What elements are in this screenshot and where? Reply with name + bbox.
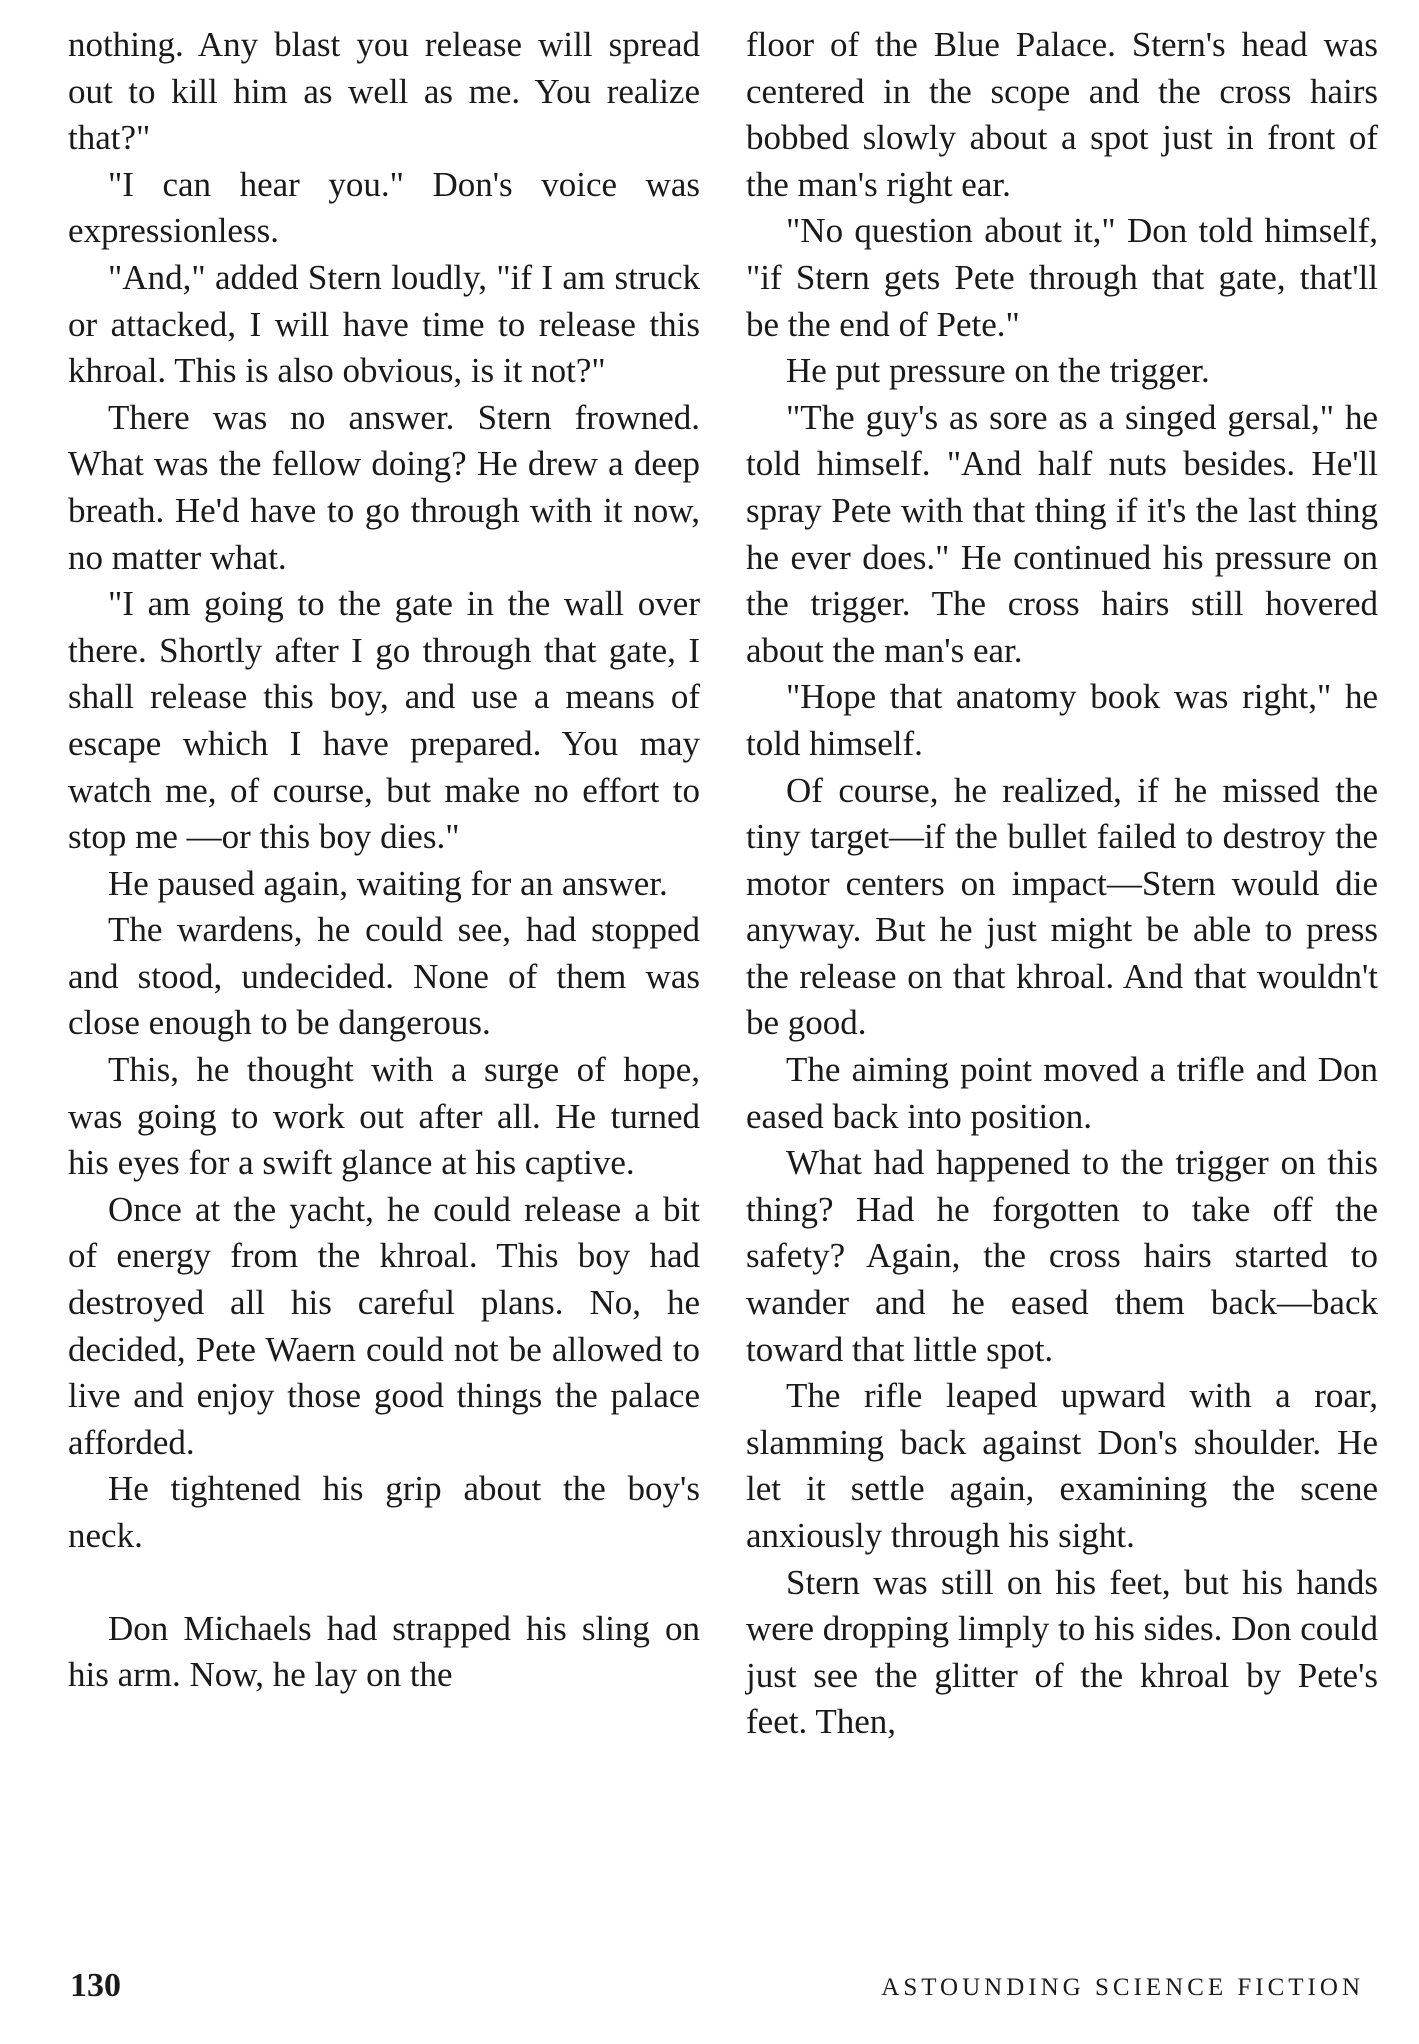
paragraph: He put pressure on the trigger. [786, 351, 1210, 391]
paragraph: Of course, he realized, if he missed the tiny target—if the bullet failed to destroy the motor centers on impact—Stern would die anyway. But he just might be able to press the release on that khroal. And that wouldn't be good. [746, 770, 1378, 1043]
running-title: ASTOUNDING SCIENCE FICTION [881, 1974, 1364, 2001]
paragraph: What had happened to the trigger on this thing? Had he forgotten to take off the safety? Again, the cross hairs started to wander and he eased them back—back toward that little spot. [746, 1143, 1378, 1369]
paragraph: There was no answer. Stern frowned. What was the fellow doing? He drew a deep breath. He'd have to go through with it now, no matter what. [68, 397, 700, 577]
paragraph: Stern was still on his feet, but his hands were dropping limply to his sides. Don could just see the glitter of the khroal by Pete's feet. Then, [746, 1562, 1378, 1742]
paragraph: The wardens, he could see, had stopped and stood, undecided. None of them was close enough to be dangerous. [68, 910, 700, 1043]
paragraph: The aiming point moved a trifle and Don eased back into position. [746, 1050, 1378, 1136]
left-text-column [68, 22, 700, 1699]
paragraph: Once at the yacht, he could release a bit of energy from the khroal. This boy had destroyed all his careful plans. No, he decided, Pete Waern could not be allowed to live and enjoy those good things the palace afforded. [68, 1189, 700, 1462]
paragraph: The rifle leaped upward with a roar, slamming back against Don's shoulder. He let it settle again, examining the scene anxiously through his sight. [746, 1376, 1378, 1555]
paragraph: "No question about it," Don told himself, "if Stern gets Pete through that gate, that'll be the end of Pete." [746, 211, 1378, 344]
paragraph: floor of the Blue Palace. Stern's head was centered in the scope and the cross hairs bobbed slowly about a spot just in front of the man's right ear. [746, 25, 1378, 204]
paragraph: This, he thought with a surge of hope, was going to work out after all. He turned his eyes for a swift glance at his captive. [68, 1050, 700, 1183]
paragraph: He tightened his grip about the boy's neck. [68, 1469, 700, 1555]
paragraph: nothing. Any blast you release will spread out to kill him as well as me. You realize that?" [68, 25, 700, 158]
paragraph: "The guy's as sore as a singed gersal," he told himself. "And half nuts besides. He'll spray Pete with that thing if it's the last thing he ever does." He continued his pressure on the trigger. The cross hairs still hovered about the man's ear. [746, 397, 1378, 670]
paragraph-section-break: Don Michaels had strapped his sling on his arm. Now, he lay on the [68, 1608, 700, 1695]
paragraph: "I am going to the gate in the wall over there. Shortly after I go through that gate, I shall release this boy, and use a means of escape which I have prepared. You may watch me, of course, but make no effort to stop me —or this boy dies." [68, 584, 700, 857]
paragraph: "Hope that anatomy book was right," he told himself. [746, 677, 1378, 763]
paragraph: He paused again, waiting for an answer. [108, 863, 668, 903]
paragraph: "And," added Stern loudly, "if I am struck or attacked, I will have time to release this khroal. This is also obvious, is it not?" [68, 257, 700, 391]
right-text-column [746, 22, 1378, 1746]
paragraph: "I can hear you." Don's voice was expressionless. [68, 164, 700, 251]
page-number: 130 [70, 1967, 121, 2004]
